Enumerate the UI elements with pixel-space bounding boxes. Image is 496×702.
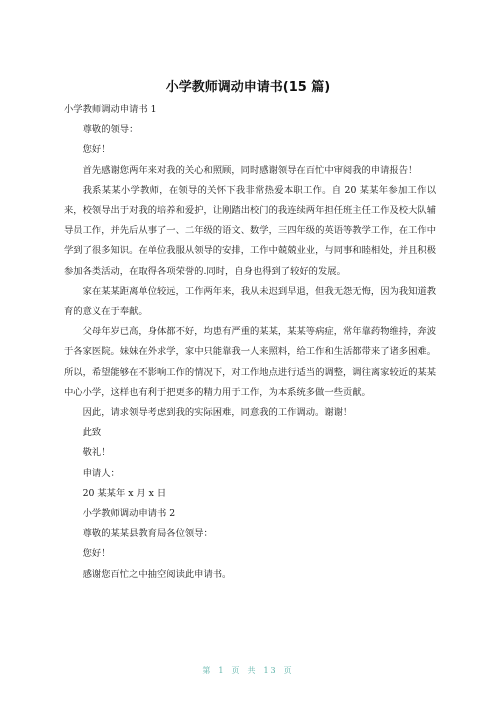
paragraph: 父母年岁已高，身体都不好，均患有严重的某某，某某等病症，常年靠药物维持，奔波于各家医院。妹妹在外求学，家中只能靠我一人来照料，给工作和生活都带来了诸多困难。所以，希望能够在不影响工作的情况下，对工作地点进行适当的调整，调往离家较近的某某中心小学，这样也有利于把更多的精力用于工作，为本系统多做一些贡献。 bbox=[64, 326, 436, 398]
page-label: 第 bbox=[202, 666, 213, 675]
greeting: 您好！ bbox=[82, 548, 111, 560]
page-number: 1 bbox=[218, 666, 226, 675]
total-pages: 13 bbox=[263, 666, 278, 675]
total-label: 共 bbox=[247, 666, 258, 675]
closing-line: 此致 bbox=[82, 427, 102, 439]
salutation: 尊敬的某某县教育局各位领导： bbox=[82, 528, 213, 540]
page-unit: 页 bbox=[231, 666, 242, 675]
paragraph: 因此，请求领导考虑到我的实际困难，同意我的工作调动。谢谢！ bbox=[82, 407, 353, 419]
salutation: 尊敬的领导： bbox=[82, 124, 139, 136]
closing-line: 敬礼！ bbox=[82, 447, 111, 459]
paragraph: 我系某某小学教师，在领导的关怀下我非常热爱本职工作。自 20 某某年参加工作以来，校领导出于对我的培养和爱护，让刚踏出校门的我连续两年担任班主任工作及校大队辅导员工作，并先后从事了一、二年级的语文、数学，三四年级的英语等教学工作，在工作中学到了很多知识。在单位我服从领导的安排，工作中兢兢业业，与同事和睦相处，并且积极参加各类活动，在取得各项荣誉的.同时，自身也得到了较好的发展。 bbox=[64, 184, 436, 277]
document-title: 小学教师调动申请书(15 篇) bbox=[165, 80, 331, 95]
paragraph: 家在某某距离单位较远，工作两年来，我从未迟到早退，但我无怨无悔，因为我知道教育的意义在于奉献。 bbox=[64, 285, 436, 318]
date-line: 20 某某年 x 月 x 日 bbox=[82, 487, 167, 499]
page-footer bbox=[0, 665, 496, 676]
document-body bbox=[64, 100, 436, 585]
paragraph: 首先感谢您两年来对我的关心和照顾，同时感谢领导在百忙中审阅我的申请报告！ bbox=[82, 164, 418, 176]
greeting: 您好！ bbox=[82, 144, 111, 156]
paragraph: 感谢您百忙之中抽空阅读此申请书。 bbox=[82, 568, 232, 580]
section-heading: 小学教师调动申请书 1 bbox=[64, 104, 157, 115]
applicant-label: 申请人： bbox=[82, 467, 120, 479]
section-heading: 小学教师调动申请书 2 bbox=[82, 508, 176, 520]
total-unit: 页 bbox=[283, 666, 294, 675]
